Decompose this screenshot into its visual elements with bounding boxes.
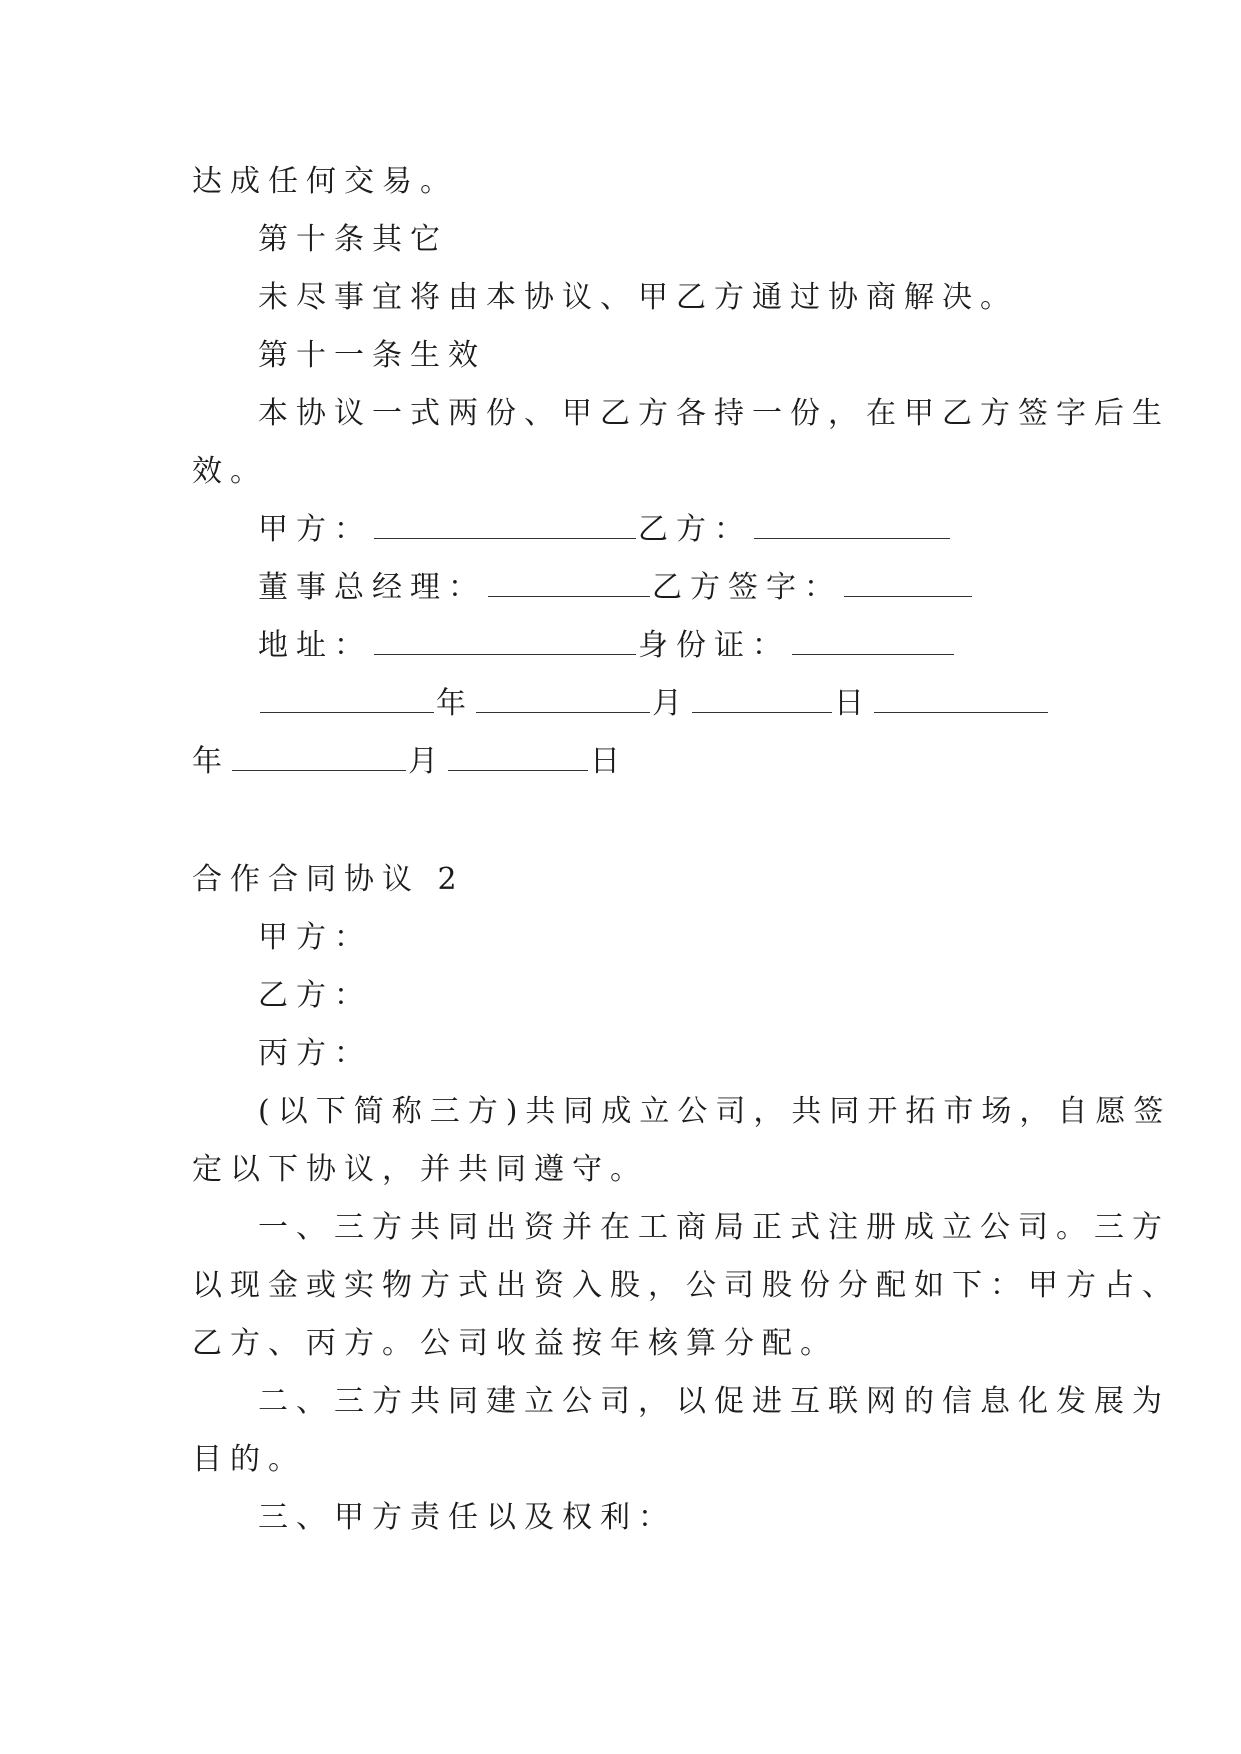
text-line: 未尽事宜将由本协议、甲乙方通过协商解决。 — [258, 280, 1018, 315]
month-label: 月 — [408, 744, 446, 779]
year-blank — [874, 690, 1048, 713]
day-blank — [448, 748, 588, 771]
month-blank — [476, 690, 650, 713]
party-a-blank — [374, 516, 636, 539]
text-line: 二、三方共同建立公司，以促进互联网的信息化发展为 — [258, 1384, 1170, 1419]
date-row-2 — [192, 742, 628, 782]
text-line: 定以下协议，并共同遵守。 — [192, 1152, 648, 1187]
year-label: 年 — [436, 686, 474, 721]
signature-row-address — [258, 626, 956, 666]
id-card-label: 身份证： — [638, 628, 790, 663]
party-c-line: 丙方： — [258, 1036, 372, 1071]
text-line: 效。 — [192, 454, 268, 489]
text-line: 达成任何交易。 — [192, 164, 458, 199]
text-line: 目的。 — [192, 1442, 306, 1477]
text-line: 本协议一式两份、甲乙方各持一份，在甲乙方签字后生 — [258, 396, 1170, 431]
date-row-1 — [258, 684, 1050, 724]
party-b-line: 乙方： — [258, 978, 372, 1013]
address-blank — [374, 632, 636, 655]
party-b-sign-blank — [844, 574, 972, 597]
party-a-line: 甲方： — [258, 920, 372, 955]
day-label: 日 — [834, 686, 872, 721]
year-label: 年 — [192, 744, 230, 779]
month-label: 月 — [652, 686, 690, 721]
text-line: (以下简称三方)共同成立公司，共同开拓市场，自愿签 — [258, 1094, 1172, 1129]
contract-2-title: 合作合同协议 2 — [192, 862, 465, 897]
day-blank — [692, 690, 832, 713]
text-line: 三、甲方责任以及权利： — [258, 1500, 676, 1535]
year-blank — [260, 690, 434, 713]
party-a-label: 甲方： — [258, 512, 372, 547]
text-line: 一、三方共同出资并在工商局正式注册成立公司。三方 — [258, 1210, 1170, 1245]
party-b-sign-label: 乙方签字： — [652, 570, 842, 605]
address-label: 地址： — [258, 628, 372, 663]
article-10-heading: 第十条其它 — [258, 222, 448, 257]
director-label: 董事总经理： — [258, 570, 486, 605]
text-line: 以现金或实物方式出资入股，公司股份分配如下：甲方占、 — [192, 1268, 1180, 1303]
month-blank — [232, 748, 406, 771]
signature-row-signers — [258, 568, 974, 608]
signature-row-parties — [258, 510, 952, 550]
id-card-blank — [792, 632, 954, 655]
party-b-label: 乙方： — [638, 512, 752, 547]
director-blank — [488, 574, 650, 597]
day-label: 日 — [590, 744, 628, 779]
text-line: 乙方、丙方。公司收益按年核算分配。 — [192, 1326, 838, 1361]
article-11-heading: 第十一条生效 — [258, 338, 486, 373]
party-b-blank — [754, 516, 950, 539]
